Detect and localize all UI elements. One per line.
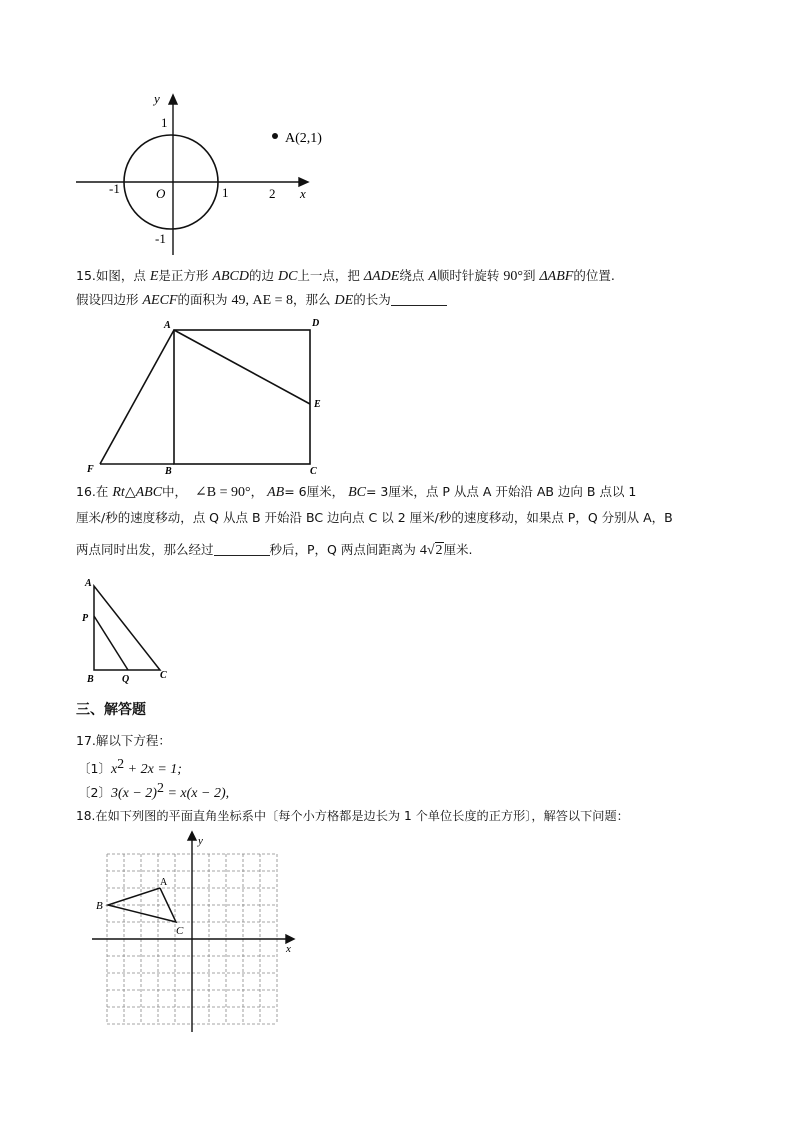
segment-af [100,330,174,464]
q15-line2 [76,290,447,311]
label-f: F [87,464,94,475]
q17-math: 2 [156,781,164,796]
q15-text: 到 [522,268,540,283]
q16-math: Rt [112,485,125,500]
q15-text: 顺时针旋转 [436,268,504,283]
q15-math: AECF [142,293,178,308]
label-b: B [87,674,94,685]
q17-eq-number: 〔1〕 [78,761,111,777]
segment-ae [174,330,310,404]
q17-math: = x(x − 2), [163,786,230,802]
q15-text: 的边 [248,268,278,283]
label-c: C [176,925,184,937]
q17-eq1 [78,755,182,780]
label-q: Q [122,674,130,685]
q17-math: x [110,762,118,778]
q16-text: = 3厘米，点 P 从点 A 开始沿 AB 边向 B 点以 1 [365,484,637,499]
origin-label: O [156,186,166,201]
q17-title: 17.解以下方程： [76,733,171,748]
q16-text: 秒后，P，Q 两点间距离为 [269,542,420,557]
y-axis-label: y [198,835,203,847]
square-abcd [174,330,310,464]
segment-pq [94,616,128,670]
x-axis-arrow [299,178,308,186]
q15-math: E [149,269,159,284]
tick-x-pos2: 2 [269,186,276,201]
q17-math: 2 [117,757,125,772]
q18-text: 18.在如下列图的平面直角坐标系中〔每个小方格都是边长为 1 个单位长度的正方形〕，解答以下问题： [76,809,629,823]
label-b: B [96,900,103,912]
q15-text: 上一点，把 [297,268,364,283]
label-a: A [164,320,171,331]
tick-x-pos1: 1 [222,185,229,200]
q15-text: 的面积为 [177,292,232,307]
label-b: B [165,466,172,477]
q15-math: 90° [503,269,523,284]
section-title: 三、解答题 [76,702,146,718]
q16-line2: 厘米/秒的速度移动，点 Q 从点 B 开始沿 BC 边向点 C 以 2 厘米/秒的速度移动，如果点 P，Q 分别从 A，B [76,510,673,525]
q15-text: 的位置. [573,268,615,283]
q16-math: 4 [419,543,427,558]
q16-text: ， [250,484,264,499]
label-e: E [314,399,321,410]
q15-text: 绕点 [399,268,429,283]
q15-text: 假设四边形 [76,292,143,307]
x-axis-arrow [286,935,294,943]
q15-line1 [76,266,615,287]
q17-math: 3(x − 2) [110,786,157,802]
label-c: C [310,466,317,477]
q15-math: ABCD [212,269,249,284]
point-a-dot [272,133,278,139]
q15-math: 49, AE = 8 [231,293,294,308]
label-p: P [82,613,89,624]
q16-math: △ [124,485,136,500]
point-a-label: A(2,1) [285,131,322,146]
square-rotation-figure [80,312,340,480]
triangle-abc [94,586,160,670]
q17-eq-number: 〔2〕 [78,785,111,801]
q17-math: + 2x = 1; [124,762,182,778]
q16-line1 [76,482,636,503]
x-axis-label: x [300,186,306,201]
q15-math: A [428,269,437,284]
coordinate-grid-figure [88,828,308,1034]
label-a: A [85,578,92,589]
q15-text: 的长为 [353,292,391,307]
q16-text: = 6厘米， [284,484,345,499]
q16-text: 厘米. [443,542,473,557]
q16-math: AB [267,485,285,500]
q16-math: 2 [435,543,443,558]
sqrt-sign: √ [426,543,435,558]
q16-answer-blank[interactable] [214,541,270,556]
unit-circle-figure [70,85,340,260]
x-axis-label: x [286,943,291,955]
y-axis-arrow [188,832,196,840]
q15-text: ，那么 [293,292,335,307]
label-a: A [160,877,168,888]
q15-math: DE [334,293,354,308]
y-axis-label: y [154,91,160,106]
tick-y-pos: 1 [161,115,168,130]
q16-text: 中， [162,484,188,499]
q16-math: ABC [135,485,163,500]
q16-text: 两点同时出发，那么经过 [76,542,214,557]
q15-text: 是正方形 [158,268,213,283]
right-triangle-figure [78,574,178,686]
q15-text: 15.如图，点 [76,268,150,283]
q15-answer-blank[interactable] [391,291,447,306]
q16-line3 [76,540,473,561]
q16-text: 16.在 [76,484,113,499]
q15-math: ΔABF [539,269,574,284]
q15-math: ΔADE [363,269,400,284]
q17-eq2 [78,779,229,804]
q15-math: DC [277,269,298,284]
label-c: C [160,670,167,681]
q16-math: ∠B = 90° [195,485,251,500]
label-d: D [312,318,320,329]
tick-y-neg: -1 [155,231,166,246]
q16-math: BC [348,485,366,500]
y-axis-arrow [169,95,177,104]
tick-x-neg: -1 [109,181,120,196]
